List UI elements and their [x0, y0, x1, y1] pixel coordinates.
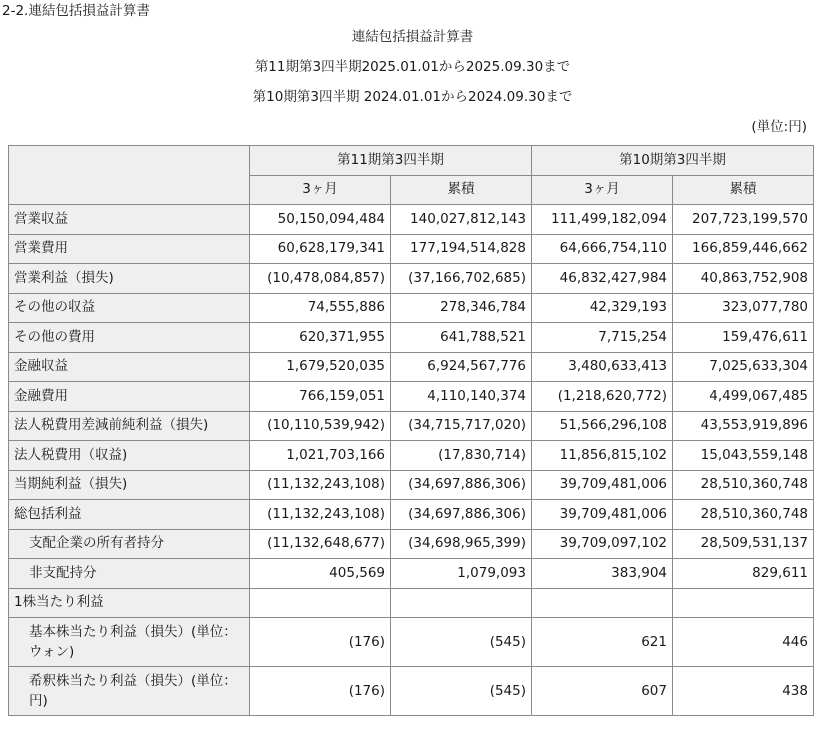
- cell-value: 438: [673, 667, 814, 716]
- cell-value: (34,698,965,399): [391, 529, 532, 559]
- cell-value: 74,555,886: [250, 293, 391, 323]
- cell-value: (176): [250, 618, 391, 667]
- table-row: [9, 470, 814, 500]
- section-title: 2-2.連結包括損益計算書: [2, 3, 150, 19]
- table-row: [9, 382, 814, 412]
- row-label: 当期純利益（損失): [9, 470, 250, 500]
- cell-value: 50,150,094,484: [250, 205, 391, 235]
- cell-value: 4,499,067,485: [673, 382, 814, 412]
- cell-value: 829,611: [673, 559, 814, 589]
- cell-value: 207,723,199,570: [673, 205, 814, 235]
- cell-value: [250, 588, 391, 618]
- row-label: 法人税費用差減前純利益（損失): [9, 411, 250, 441]
- table-row: [9, 441, 814, 471]
- cell-value: 405,569: [250, 559, 391, 589]
- header-current-cumulative: 累積: [391, 175, 532, 205]
- cell-value: 6,924,567,776: [391, 352, 532, 382]
- cell-value: 51,566,296,108: [532, 411, 673, 441]
- cell-value: (10,478,084,857): [250, 264, 391, 294]
- cell-value: (17,830,714): [391, 441, 532, 471]
- table-row: [9, 667, 814, 716]
- unit-label: (単位:円): [751, 119, 807, 135]
- cell-value: (34,697,886,306): [391, 500, 532, 530]
- cell-value: [532, 588, 673, 618]
- row-label: 法人税費用（収益): [9, 441, 250, 471]
- cell-value: 766,159,051: [250, 382, 391, 412]
- cell-value: 7,025,633,304: [673, 352, 814, 382]
- period-prior: 第10期第3四半期 2024.01.01から2024.09.30まで: [252, 89, 573, 105]
- period-current: 第11期第3四半期2025.01.01から2025.09.30まで: [254, 59, 571, 75]
- header-row-groups: [9, 146, 814, 176]
- cell-value: 1,021,703,166: [250, 441, 391, 471]
- cell-value: 641,788,521: [391, 323, 532, 353]
- row-label: その他の費用: [9, 323, 250, 353]
- cell-value: 177,194,514,828: [391, 234, 532, 264]
- cell-value: 64,666,754,110: [532, 234, 673, 264]
- table-row: [9, 529, 814, 559]
- cell-value: (11,132,243,108): [250, 470, 391, 500]
- table-row: [9, 323, 814, 353]
- row-label: 基本株当たり利益（損失）(単位：ウォン): [9, 618, 250, 667]
- cell-value: (37,166,702,685): [391, 264, 532, 294]
- cell-value: [391, 588, 532, 618]
- cell-value: 620,371,955: [250, 323, 391, 353]
- cell-value: (1,218,620,772): [532, 382, 673, 412]
- cell-value: 60,628,179,341: [250, 234, 391, 264]
- cell-value: (34,715,717,020): [391, 411, 532, 441]
- header-current-3m: 3ヶ月: [250, 175, 391, 205]
- header-prior-3m: 3ヶ月: [532, 175, 673, 205]
- row-label: 希釈株当たり利益（損失）(単位：円): [9, 667, 250, 716]
- header-corner: [9, 146, 250, 205]
- row-label: 総包括利益: [9, 500, 250, 530]
- cell-value: 607: [532, 667, 673, 716]
- cell-value: 46,832,427,984: [532, 264, 673, 294]
- row-label: 非支配持分: [9, 559, 250, 589]
- cell-value: 7,715,254: [532, 323, 673, 353]
- cell-value: 28,510,360,748: [673, 500, 814, 530]
- row-label: 金融収益: [9, 352, 250, 382]
- cell-value: 39,709,481,006: [532, 470, 673, 500]
- cell-value: 11,856,815,102: [532, 441, 673, 471]
- cell-value: 1,679,520,035: [250, 352, 391, 382]
- cell-value: (545): [391, 667, 532, 716]
- cell-value: 39,709,097,102: [532, 529, 673, 559]
- row-label: 営業収益: [9, 205, 250, 235]
- table-row: [9, 234, 814, 264]
- cell-value: 159,476,611: [673, 323, 814, 353]
- cell-value: 15,043,559,148: [673, 441, 814, 471]
- table-row: [9, 264, 814, 294]
- cell-value: (10,110,539,942): [250, 411, 391, 441]
- cell-value: 43,553,919,896: [673, 411, 814, 441]
- cell-value: 166,859,446,662: [673, 234, 814, 264]
- table-row: [9, 500, 814, 530]
- cell-value: 140,027,812,143: [391, 205, 532, 235]
- table-row: [9, 588, 814, 618]
- document-title: 連結包括損益計算書: [351, 29, 474, 45]
- row-label: 1株当たり利益: [9, 588, 250, 618]
- cell-value: 39,709,481,006: [532, 500, 673, 530]
- cell-value: 28,510,360,748: [673, 470, 814, 500]
- table-row: [9, 293, 814, 323]
- row-label: 支配企業の所有者持分: [9, 529, 250, 559]
- cell-value: 446: [673, 618, 814, 667]
- cell-value: (11,132,648,677): [250, 529, 391, 559]
- cell-value: 42,329,193: [532, 293, 673, 323]
- cell-value: 3,480,633,413: [532, 352, 673, 382]
- header-prior-cumulative: 累積: [673, 175, 814, 205]
- cell-value: 4,110,140,374: [391, 382, 532, 412]
- table-row: [9, 559, 814, 589]
- cell-value: (176): [250, 667, 391, 716]
- cell-value: [673, 588, 814, 618]
- cell-value: (11,132,243,108): [250, 500, 391, 530]
- cell-value: 40,863,752,908: [673, 264, 814, 294]
- header-group-current: 第11期第3四半期: [250, 146, 532, 176]
- header-group-prior: 第10期第3四半期: [532, 146, 814, 176]
- cell-value: 1,079,093: [391, 559, 532, 589]
- table-row: [9, 205, 814, 235]
- row-label: 金融費用: [9, 382, 250, 412]
- cell-value: 323,077,780: [673, 293, 814, 323]
- row-label: 営業利益（損失): [9, 264, 250, 294]
- table-row: [9, 352, 814, 382]
- cell-value: 383,904: [532, 559, 673, 589]
- row-label: その他の収益: [9, 293, 250, 323]
- row-label: 営業費用: [9, 234, 250, 264]
- cell-value: 621: [532, 618, 673, 667]
- cell-value: (545): [391, 618, 532, 667]
- cell-value: 278,346,784: [391, 293, 532, 323]
- cell-value: 28,509,531,137: [673, 529, 814, 559]
- table-row: [9, 618, 814, 667]
- income-statement-table: [8, 145, 814, 716]
- cell-value: 111,499,182,094: [532, 205, 673, 235]
- cell-value: (34,697,886,306): [391, 470, 532, 500]
- table-row: [9, 411, 814, 441]
